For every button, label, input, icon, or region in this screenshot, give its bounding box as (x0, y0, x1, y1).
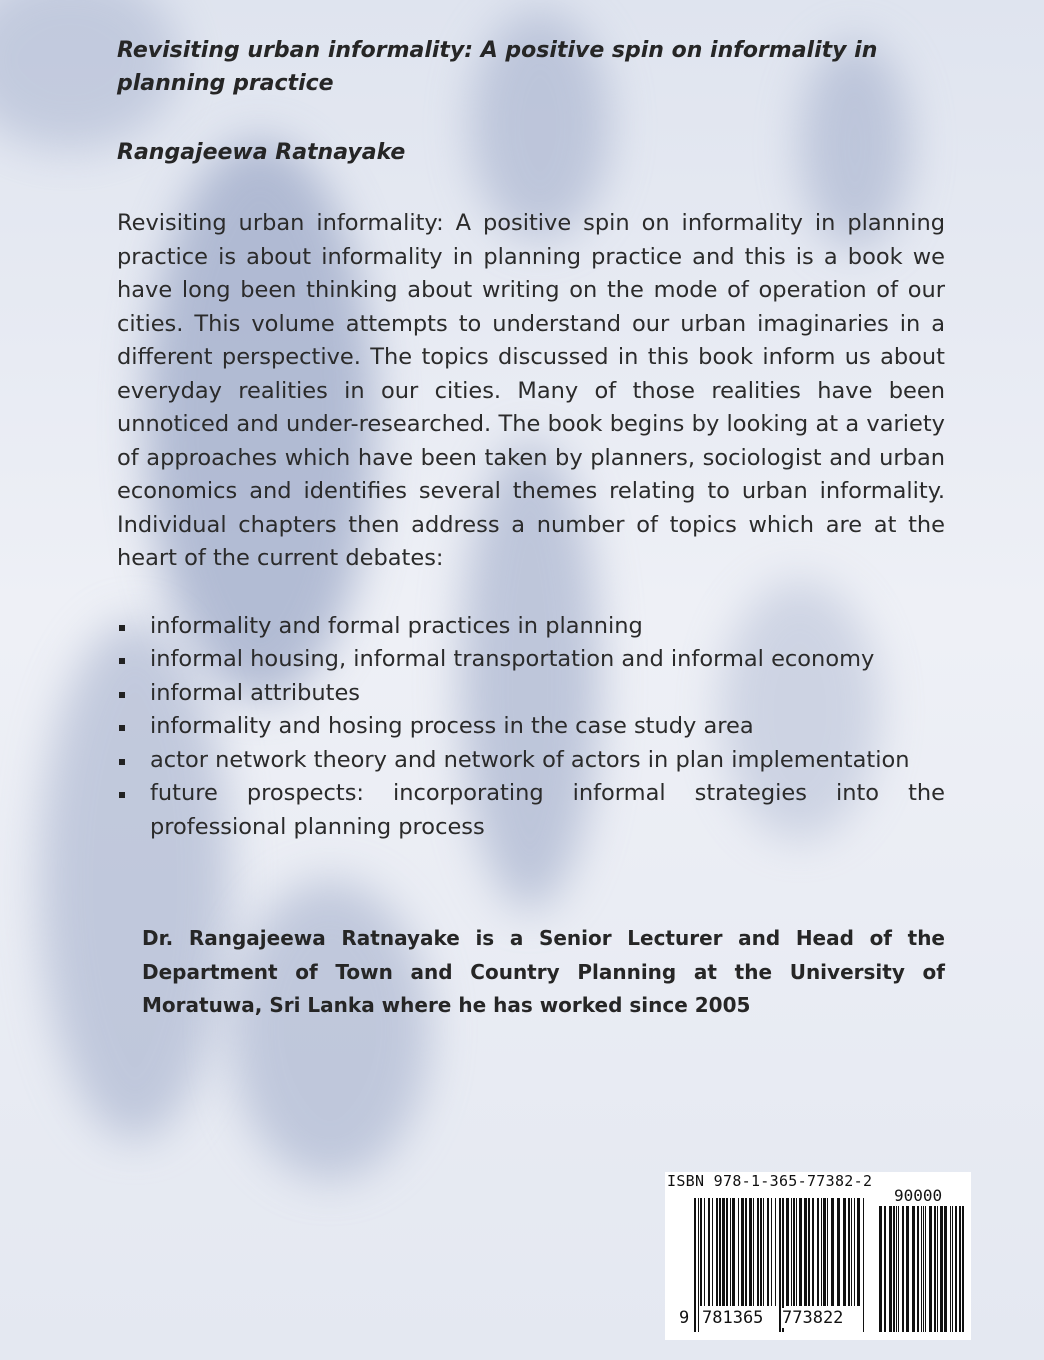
barcode-bar (959, 1206, 961, 1332)
barcode-bar (921, 1206, 922, 1332)
barcode-bar (929, 1206, 932, 1332)
barcode-bar (879, 1206, 882, 1332)
isbn-label: ISBN 978-1-365-77382-2 (667, 1172, 873, 1190)
barcode-bar (804, 1198, 807, 1306)
barcode-addon-bars (879, 1206, 971, 1332)
barcode-bar (738, 1198, 739, 1306)
barcode-right-digits: 773822 (782, 1308, 844, 1328)
barcode-bar (912, 1206, 915, 1332)
barcode-bar (898, 1206, 899, 1332)
list-item (117, 777, 945, 844)
barcode-bar (791, 1198, 792, 1306)
barcode-bar (902, 1206, 904, 1332)
list-item (117, 610, 945, 644)
book-author: Rangajeewa Ratnayake (117, 140, 406, 165)
barcode-bar (793, 1198, 795, 1306)
isbn-barcode (665, 1172, 971, 1340)
barcode-bar (917, 1206, 919, 1332)
barcode-bar (767, 1198, 769, 1306)
barcode-bar (698, 1198, 699, 1332)
barcode-bar (812, 1198, 814, 1306)
barcode-bar (716, 1198, 718, 1306)
barcode-bar (808, 1198, 810, 1306)
barcode-bar (906, 1206, 909, 1332)
barcode-bar (726, 1198, 728, 1306)
barcode-bar (863, 1198, 864, 1332)
barcode-bar (799, 1198, 802, 1306)
bullet-icon (119, 792, 125, 798)
barcode-bar (857, 1198, 860, 1306)
barcode-bar (884, 1206, 886, 1332)
barcode-bar (952, 1206, 953, 1332)
barcode-bar (730, 1198, 731, 1306)
barcode-bar (851, 1198, 852, 1306)
bullet-icon (119, 692, 125, 698)
barcode-bar (741, 1198, 744, 1306)
barcode-first-digit: 9 (679, 1308, 690, 1328)
barcode-bar (700, 1198, 702, 1306)
list-item (117, 677, 945, 711)
topic-text: informal attributes (150, 679, 361, 706)
barcode-bar (817, 1198, 819, 1306)
barcode-bar (923, 1206, 924, 1332)
topic-list (117, 610, 945, 845)
barcode-bar (786, 1198, 789, 1306)
barcode-bar (722, 1198, 725, 1306)
book-description: Revisiting urban informality: A positive spin on informality in planning practice is about informality in planning practice and this is a book we have long been thinking about writing on the mode of operation of our cities. This volume attempts to understand our urban imaginaries in a different perspective. The topics discussed in this book inform us about everyday realities in our cities. Many of those realities have been unnoticed and under-researched. The book begins by looking at a variety of approaches which have been taken by planners, sociologist and urban economics and identifies several themes relating to urban informality. Individual chapters then address a number of topics which are at the heart of the current debates: (117, 210, 945, 571)
barcode-bar (753, 1198, 754, 1306)
barcode-bar (896, 1206, 897, 1332)
barcode-bar (893, 1206, 895, 1332)
barcode-bar (925, 1206, 926, 1332)
author-bio: Dr. Rangajeewa Ratnayake is a Senior Lecturer and Head of the Department of Town and Country Planning at the University of Moratuwa, Sri Lanka where he has worked since 2005 (142, 926, 945, 1017)
barcode-bar (848, 1198, 850, 1306)
barcode-bar (950, 1206, 951, 1332)
barcode-bar (775, 1198, 776, 1306)
barcode-bar (962, 1206, 964, 1332)
topic-text: actor network theory and network of actors in plan implementation (150, 746, 910, 773)
barcode-addon-digits: 90000 (894, 1186, 943, 1205)
bullet-icon (119, 658, 125, 664)
barcode-bar (771, 1198, 772, 1306)
bullet-icon (119, 759, 125, 765)
barcode-bar (749, 1198, 752, 1306)
barcode-bar (760, 1198, 762, 1306)
barcode-bar (757, 1198, 759, 1306)
barcode-bar (827, 1198, 828, 1306)
barcode-bar (889, 1206, 892, 1332)
barcode-bar (831, 1198, 834, 1306)
barcode-bar (940, 1206, 943, 1332)
barcode-bar (937, 1206, 938, 1332)
barcode-bar (854, 1198, 855, 1306)
barcode-bar (745, 1198, 747, 1306)
barcode-bar (732, 1198, 735, 1306)
book-title: Revisiting urban informality: A positive spin on informality in planning practice (117, 38, 878, 96)
barcode-bar (694, 1198, 696, 1332)
list-item (117, 710, 945, 744)
barcode-bar (719, 1198, 721, 1306)
barcode-left-digits: 781365 (702, 1308, 764, 1328)
barcode-bar (763, 1198, 764, 1306)
list-item (117, 643, 945, 677)
barcode-bar (944, 1206, 947, 1332)
barcode-bar (796, 1198, 797, 1306)
topic-text: future prospects: incorporating informal strategies into the professional planning process (150, 780, 945, 840)
barcode-bar (821, 1198, 822, 1306)
barcode-bar (934, 1206, 936, 1332)
back-cover-text (117, 34, 945, 1023)
barcode-bar (955, 1206, 957, 1332)
topic-text: informal housing, informal transportation and informal economy (150, 646, 875, 672)
barcode-bar (708, 1198, 710, 1306)
list-item (117, 744, 945, 778)
barcode-bar (712, 1198, 713, 1306)
barcode-bar (823, 1198, 826, 1306)
bullet-icon (119, 625, 125, 631)
barcode-bar (704, 1198, 705, 1306)
barcode-bar (843, 1198, 846, 1306)
bullet-icon (119, 725, 125, 731)
topic-text: informality and hosing process in the case study area (150, 713, 754, 739)
barcode-bar (837, 1198, 840, 1306)
topic-text: informality and formal practices in planning (150, 612, 643, 639)
